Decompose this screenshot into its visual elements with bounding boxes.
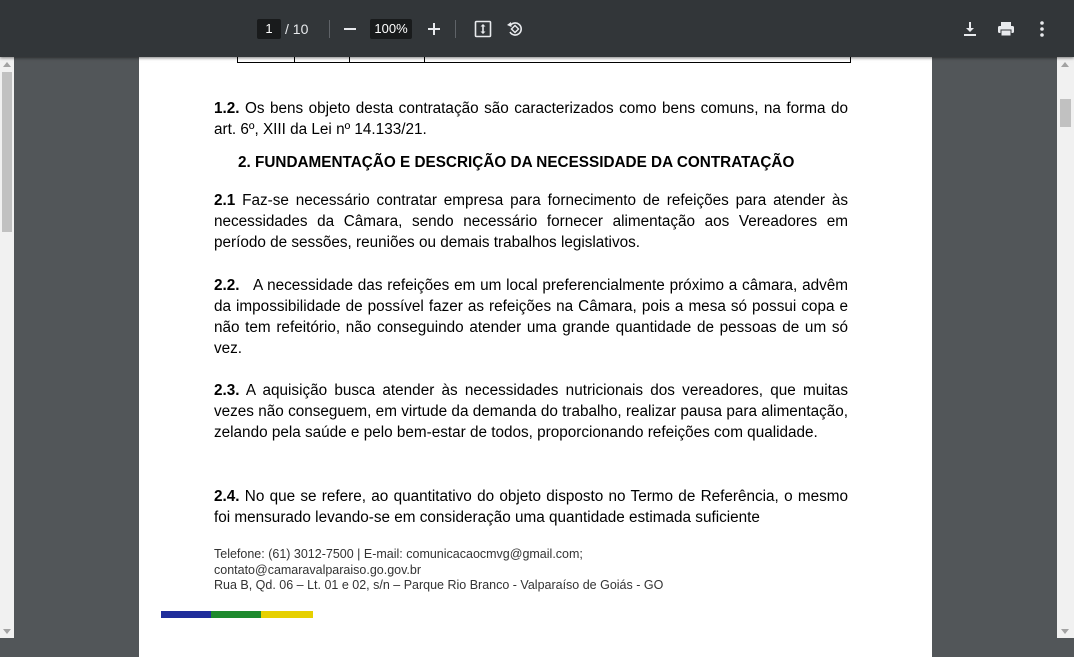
zoom-out-button[interactable] (335, 14, 365, 44)
download-icon (962, 21, 978, 37)
paragraph-2-3 (214, 380, 848, 443)
minus-icon (343, 22, 357, 36)
paragraph-text: Faz-se necessário contratar empresa para fornecimento de refeições para atender às necessidades da Câmara, sendo necessário fornecer alimentação aos Vereadores em período de sessões, reuniões ou demais trabalhos legislativos. (214, 192, 849, 251)
table-divider (294, 57, 295, 62)
pdf-page (139, 57, 932, 657)
zoom-in-button[interactable] (419, 14, 449, 44)
left-scrollbar[interactable] (0, 57, 14, 638)
footer-stripe-yellow (261, 611, 313, 618)
paragraph-text: A necessidade das refeições em um local preferencialmente próximo a câmara, advêm da impossibilidade de possível fazer as refeições na Câmara, pois a mesa só possui copa e não tem refeitório, não conseguindo atender uma grande quantidade de pessoas de um só vez. (214, 277, 848, 357)
scroll-down-arrow-icon[interactable] (1061, 629, 1069, 634)
footer-address: Rua B, Qd. 06 – Lt. 01 e 02, s/n – Parque Rio Branco - Valparaíso de Goiás - GO (214, 578, 664, 592)
section-number: 2.1 (214, 192, 236, 209)
plus-icon (427, 22, 441, 36)
fit-page-icon (474, 20, 492, 38)
print-button[interactable] (991, 14, 1021, 44)
paragraph-text: A aquisição busca atender às necessidades nutricionais dos vereadores, que muitas vezes não conseguem, em virtude da demanda do trabalho, realizar pausa para alimentação, zelando pela saúde e pelo bem-estar de todos, proporcionando refeições com qualidade. (214, 382, 849, 441)
paragraph-2-4 (214, 486, 848, 528)
section-heading: 2. FUNDAMENTAÇÃO E DESCRIÇÃO DA NECESSIDADE DA CONTRATAÇÃO (238, 154, 795, 171)
scroll-up-arrow-icon[interactable] (1061, 62, 1069, 67)
paragraph-2-1 (214, 190, 848, 253)
scrollbar-thumb[interactable] (2, 72, 12, 232)
table-divider (349, 57, 350, 62)
paragraph-2-2 (214, 275, 848, 359)
page-footer (214, 547, 663, 594)
page-total: / 10 (285, 21, 309, 37)
pdf-toolbar (0, 0, 1074, 57)
toolbar-divider (455, 20, 456, 38)
right-scrollbar[interactable] (1057, 57, 1074, 638)
zoom-level-input[interactable]: 100% (370, 19, 412, 39)
section-number: 2.4. (214, 488, 240, 505)
scroll-down-arrow-icon[interactable] (3, 629, 11, 634)
paragraph-text: No que se refere, ao quantitativo do objeto disposto no Termo de Referência, o mesmo foi mensurado levando-se em consideração uma quantidade estimada suficiente (214, 488, 848, 526)
paragraph-text: Os bens objeto desta contratação são caracterizados como bens comuns, na forma do art. 6º, XIII da Lei nº 14.133/21. (214, 100, 848, 138)
footer-email: contato@camaravalparaiso.go.gov.br (214, 562, 422, 577)
section-number: 2.3. (214, 382, 240, 399)
more-options-button[interactable] (1027, 14, 1057, 44)
fit-to-page-button[interactable] (468, 14, 498, 44)
table-bottom-edge (237, 57, 851, 63)
section-number: 1.2. (214, 100, 240, 117)
page-number-input[interactable]: 1 (257, 19, 281, 39)
paragraph-1-2 (214, 98, 848, 140)
rotate-button[interactable] (500, 14, 530, 44)
scrollbar-thumb[interactable] (1060, 99, 1071, 127)
toolbar-divider (329, 20, 330, 38)
more-vert-icon (1040, 21, 1044, 37)
print-icon (997, 21, 1015, 37)
scroll-up-arrow-icon[interactable] (3, 62, 11, 67)
section-number: 2.2. (214, 277, 240, 294)
footer-contact: Telefone: (61) 3012-7500 | E-mail: comunicacaocmvg@gmail.com; (214, 547, 583, 561)
table-divider (424, 57, 425, 62)
download-button[interactable] (955, 14, 985, 44)
rotate-icon (506, 20, 524, 38)
footer-stripe-blue (161, 611, 211, 618)
footer-stripe-green (211, 611, 261, 618)
